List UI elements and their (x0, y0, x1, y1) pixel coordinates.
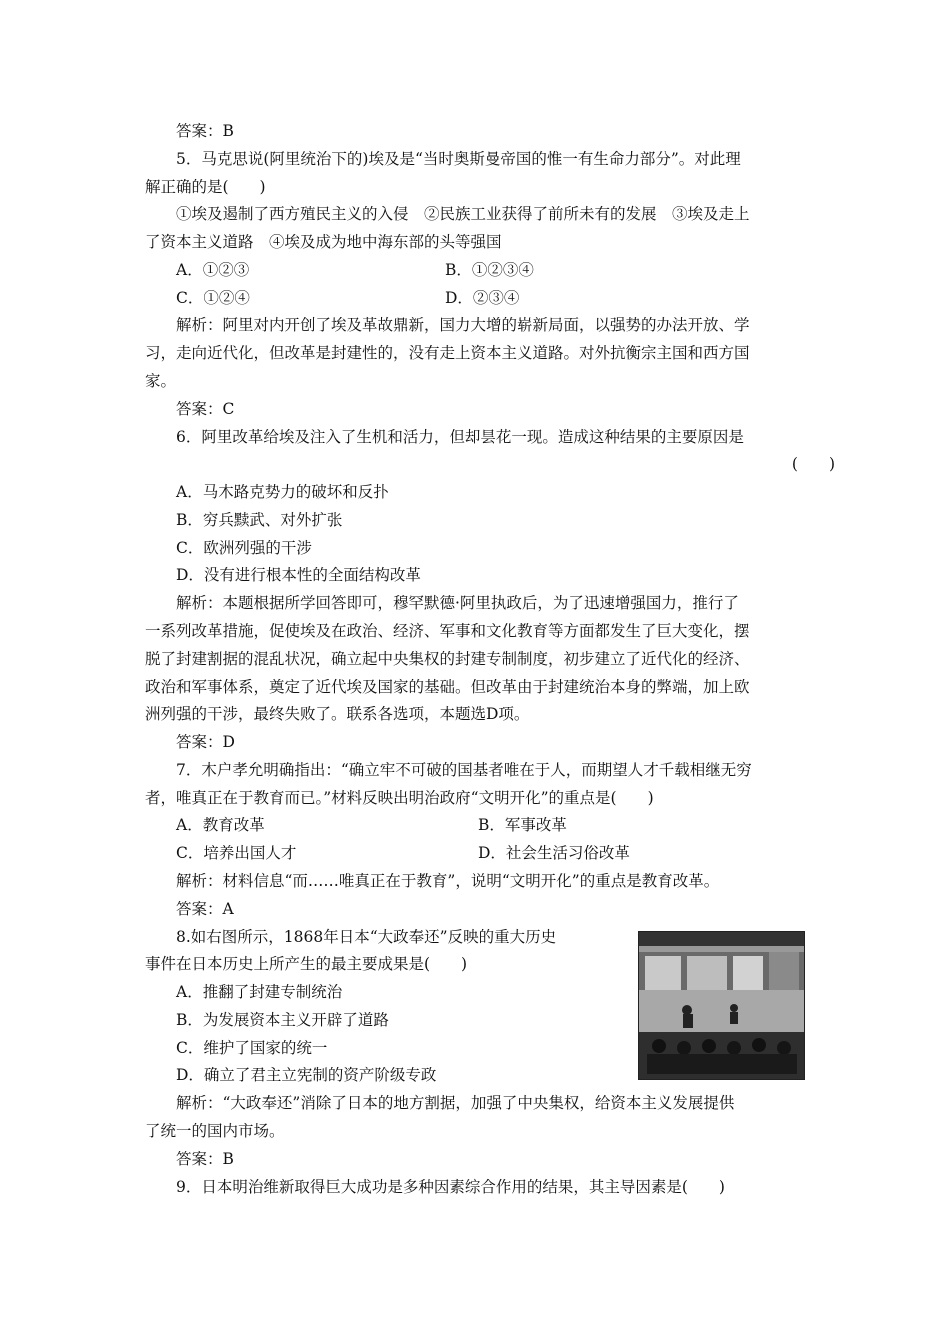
answer-line: 答案：D (176, 733, 235, 751)
answer-line: 答案：B (176, 1150, 234, 1168)
option-c: C．欧洲列强的干涉 (176, 539, 312, 557)
option-c: C．维护了国家的统一 (176, 1039, 328, 1057)
option-d: D．确立了君主立宪制的资产阶级专政 (176, 1066, 437, 1084)
option-c: C．①②④ (176, 289, 250, 307)
question-5-statements: ①埃及遏制了西方殖民主义的入侵 ②民族工业获得了前所未有的发展 ③埃及走上 (176, 205, 750, 223)
explanation-line: 了统一的国内市场。 (145, 1122, 285, 1140)
illustration-drawing (639, 932, 804, 1079)
question-5-stem-cont: 解正确的是( ) (145, 178, 266, 196)
option-a: A．马木路克势力的破坏和反扑 (176, 483, 389, 501)
question-8-stem-cont: 事件在日本历史上所产生的最主要成果是( ) (145, 955, 468, 973)
question-8-stem: 8.如右图所示，1868年日本“大政奉还”反映的重大历史 (176, 928, 557, 946)
explanation-line: 脱了封建割据的混乱状况，确立起中央集权的封建专制制度，初步建立了近代化的经济、 (145, 650, 750, 668)
option-b: B．为发展资本主义开辟了道路 (176, 1011, 389, 1029)
option-d: D．社会生活习俗改革 (478, 844, 630, 862)
explanation-line: 一系列改革措施，促使埃及在政治、经济、军事和文化教育等方面都发生了巨大变化，摆 (145, 622, 750, 640)
answer-line: 答案：A (176, 900, 234, 918)
option-a: A．推翻了封建专制统治 (176, 983, 343, 1001)
answer-line: 答案：C (176, 400, 235, 418)
question-5-statements-cont: 了资本主义道路 ④埃及成为地中海东部的头等强国 (145, 233, 502, 251)
explanation-line: 解析：“大政奉还”消除了日本的地方割据，加强了中央集权，给资本主义发展提供 (176, 1094, 735, 1112)
option-b: B．军事改革 (478, 816, 567, 834)
explanation-line: 家。 (145, 372, 177, 390)
explanation-line: 解析：阿里对内开创了埃及革故鼎新，国力大增的崭新局面，以强势的办法开放、学 (176, 316, 750, 334)
answer-blank: ( ) (791, 455, 835, 473)
answer-line: 答案：B (176, 122, 234, 140)
historical-illustration-image (638, 931, 805, 1080)
option-d: D．没有进行根本性的全面结构改革 (176, 566, 421, 584)
explanation-line: 解析：材料信息“而……唯真正在于教育”，说明“文明开化”的重点是教育改革。 (176, 872, 720, 890)
option-a: A．教育改革 (176, 816, 265, 834)
question-7-stem-cont: 者，唯真正在于教育而已。”材料反映出明治政府“文明开化”的重点是( ) (145, 789, 654, 807)
question-6-stem: 6．阿里改革给埃及注入了生机和活力，但却昙花一现。造成这种结果的主要原因是 (176, 428, 744, 446)
option-b: B．穷兵黩武、对外扩张 (176, 511, 343, 529)
question-5-stem: 5．马克思说(阿里统治下的)埃及是“当时奥斯曼帝国的惟一有生命力部分”。对此理 (176, 150, 741, 168)
question-9-stem: 9．日本明治维新取得巨大成功是多种因素综合作用的结果，其主导因素是( ) (176, 1178, 725, 1196)
question-7-stem: 7．木户孝允明确指出：“确立牢不可破的国基者唯在于人，而期望人才千载相继无穷 (176, 761, 752, 779)
option-a: A．①②③ (176, 261, 250, 279)
option-b: B．①②③④ (445, 261, 534, 279)
explanation-line: 洲列强的干涉，最终失败了。联系各选项，本题选D项。 (145, 705, 530, 723)
explanation-line: 习，走向近代化，但改革是封建性的，没有走上资本主义道路。对外抗衡宗主国和西方国 (145, 344, 750, 362)
option-d: D．②③④ (445, 289, 520, 307)
explanation-line: 解析：本题根据所学回答即可，穆罕默德·阿里执政后，为了迅速增强国力，推行了 (176, 594, 739, 612)
explanation-line: 政治和军事体系，奠定了近代埃及国家的基础。但改革由于封建统治本身的弊端，加上欧 (145, 678, 750, 696)
option-c: C．培养出国人才 (176, 844, 297, 862)
